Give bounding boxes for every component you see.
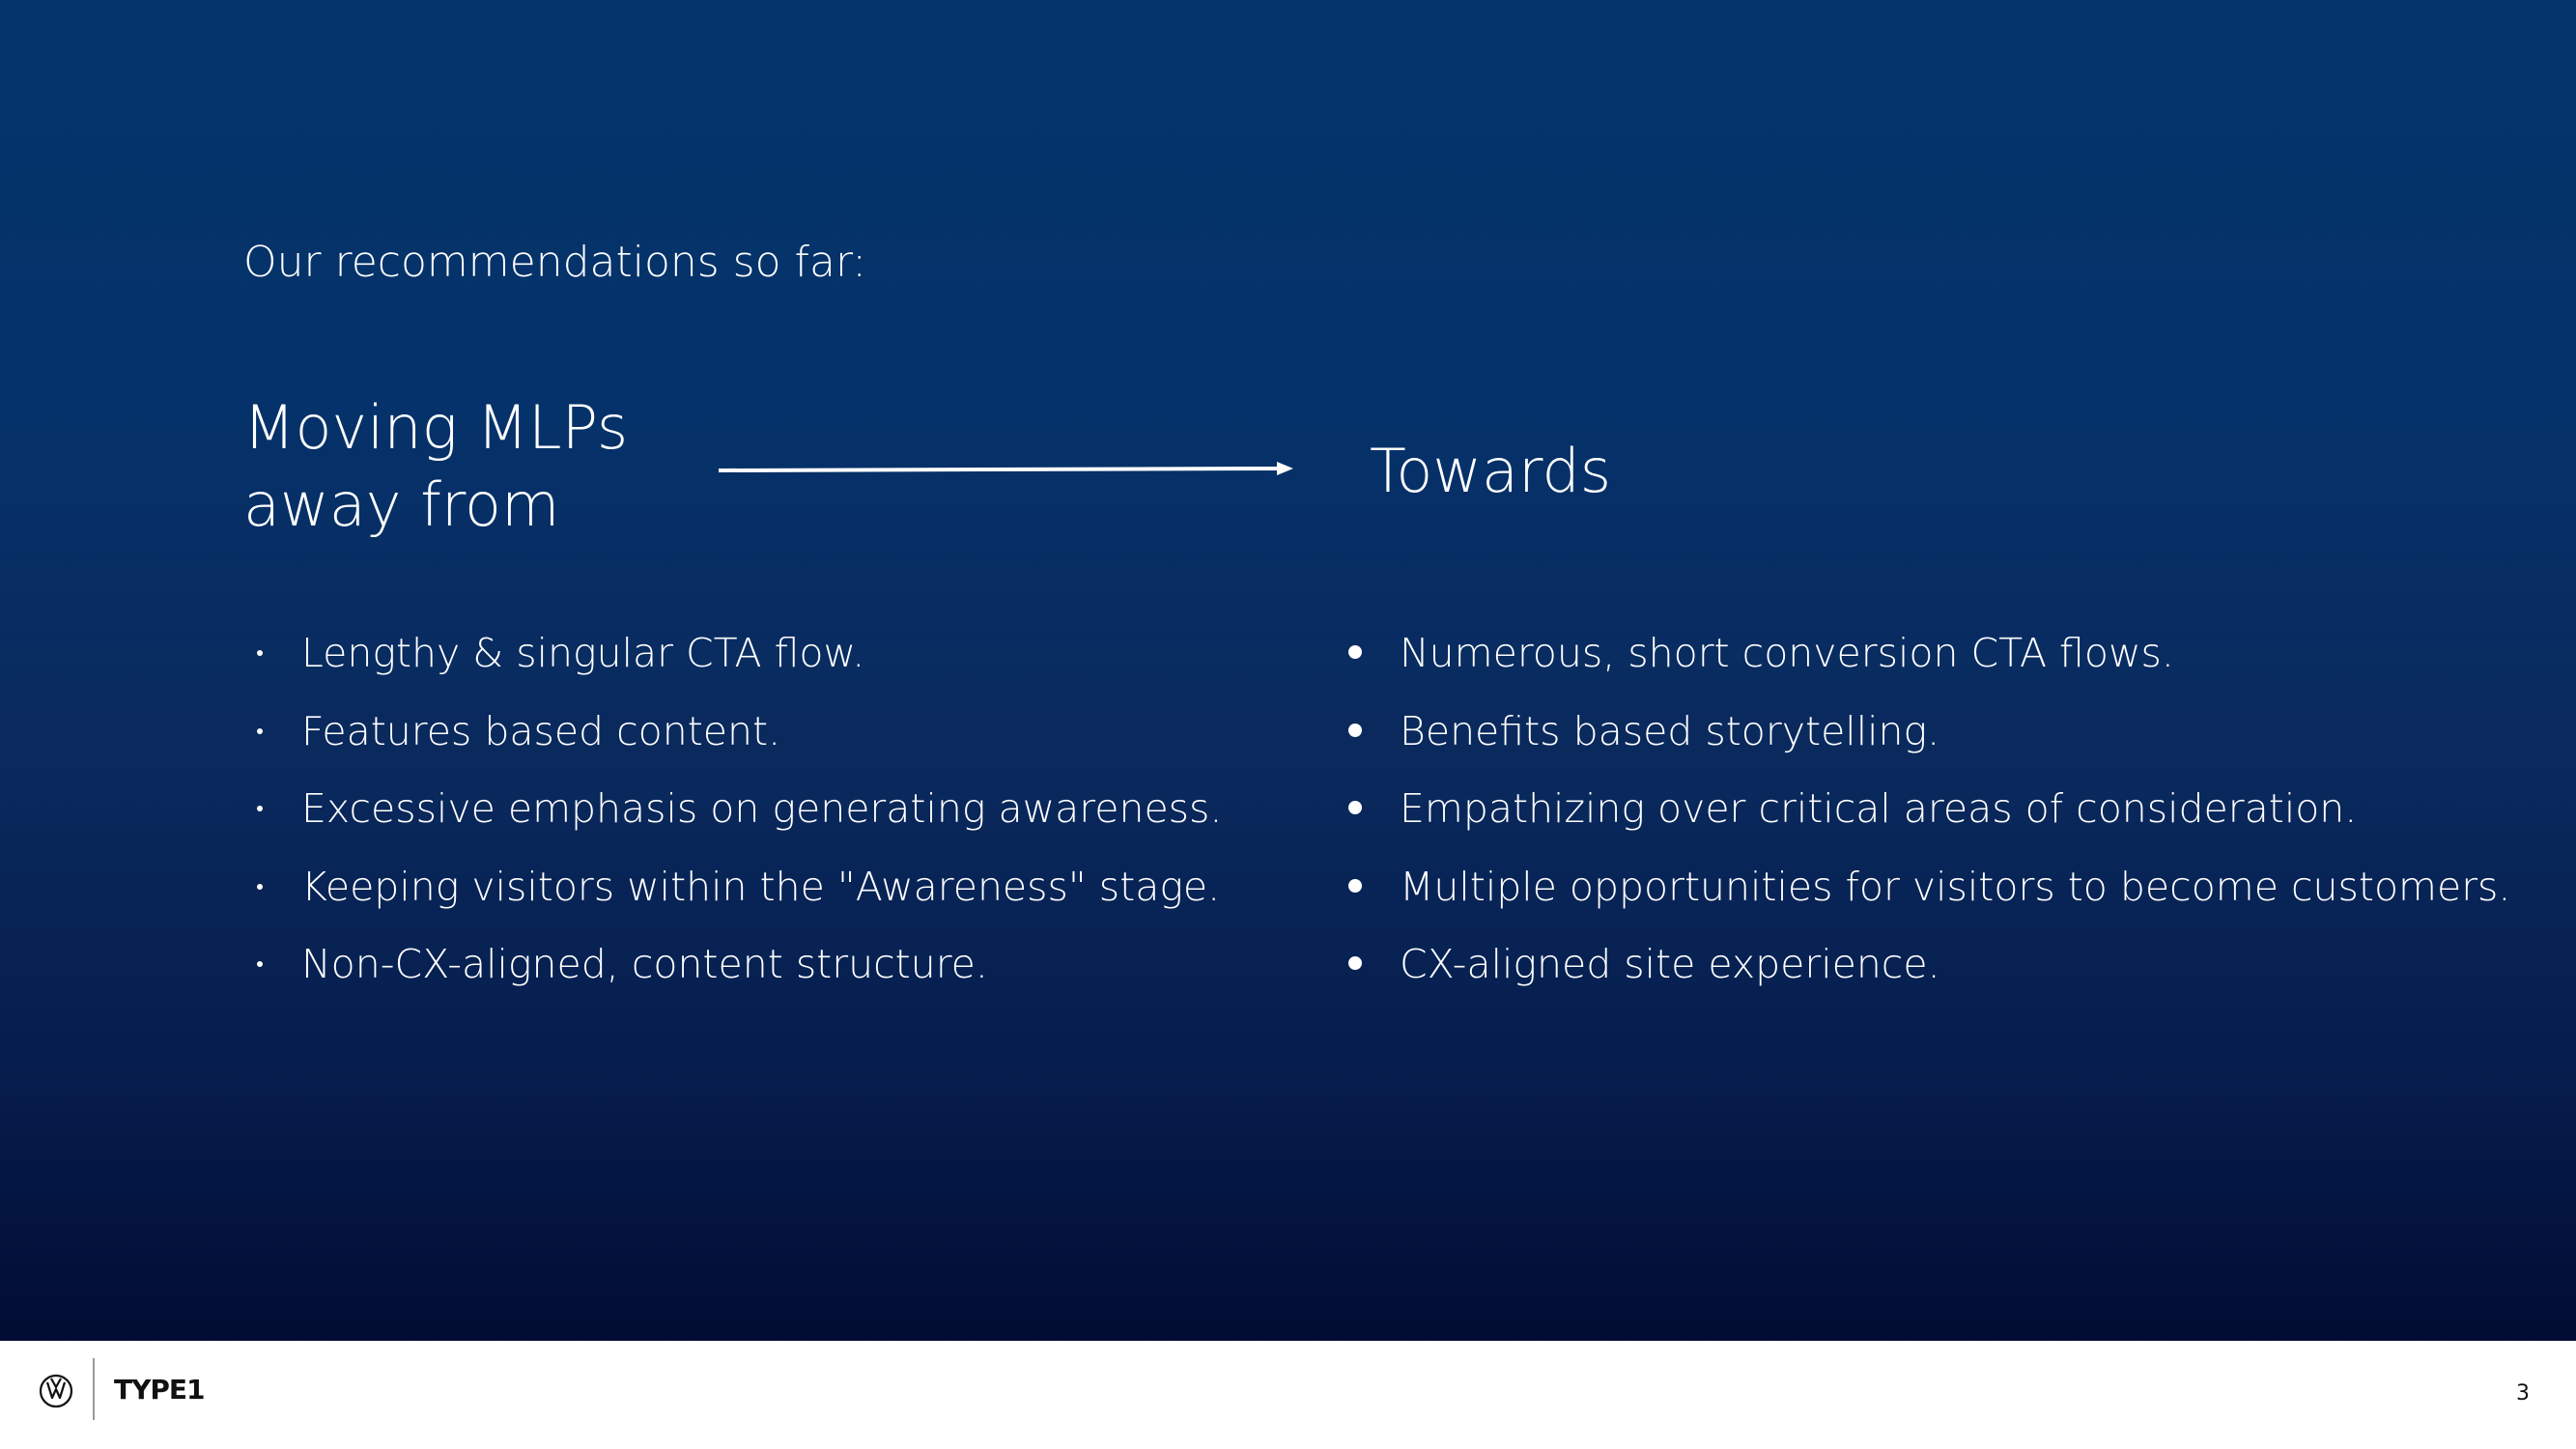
heading-away-from-line2: away from bbox=[243, 469, 560, 540]
list-item-text: Excessive emphasis on generating awareness. bbox=[301, 785, 1223, 832]
intro-text: Our recommendations so far: bbox=[243, 238, 867, 287]
bullet-icon bbox=[1348, 956, 1362, 970]
footer-brand-logo: TYPE1 bbox=[114, 1374, 205, 1406]
bullet-icon bbox=[257, 650, 263, 656]
list-item bbox=[243, 629, 1222, 707]
list-item-text: Multiple opportunities for visitors to become customers. bbox=[1400, 863, 2511, 910]
vw-logo-icon bbox=[39, 1374, 73, 1408]
bullet-icon bbox=[257, 728, 263, 734]
bullet-icon bbox=[1348, 724, 1362, 737]
bullet-icon bbox=[1348, 645, 1362, 659]
towards-list bbox=[1342, 629, 2510, 1018]
list-item bbox=[243, 707, 1222, 785]
list-item bbox=[1342, 863, 2510, 941]
heading-towards: Towards bbox=[1370, 436, 1612, 506]
list-item-text: CX-aligned site experience. bbox=[1400, 941, 1940, 987]
list-item-text: Non-CX-aligned, content structure. bbox=[301, 941, 988, 987]
list-item-text: Features based content. bbox=[301, 707, 781, 754]
bullet-icon bbox=[257, 884, 263, 890]
list-item bbox=[243, 784, 1222, 863]
footer-divider bbox=[93, 1358, 95, 1420]
bullet-icon bbox=[1348, 879, 1362, 893]
list-item bbox=[1342, 707, 2510, 785]
arrow-right-icon bbox=[719, 454, 1293, 483]
list-item bbox=[1342, 940, 2510, 1018]
list-item-text: Benefits based storytelling. bbox=[1400, 707, 1940, 754]
away-from-list bbox=[243, 629, 1222, 1018]
list-item bbox=[243, 940, 1222, 1018]
bullet-icon bbox=[1348, 801, 1362, 814]
page-number: 3 bbox=[2516, 1381, 2530, 1406]
bullet-icon bbox=[257, 961, 263, 967]
list-item-text: Keeping visitors within the "Awareness" stage. bbox=[301, 863, 1221, 910]
list-item bbox=[1342, 784, 2510, 863]
list-item-text: Numerous, short conversion CTA flows. bbox=[1400, 630, 2174, 676]
list-item-text: Lengthy & singular CTA flow. bbox=[301, 630, 865, 676]
list-item bbox=[243, 863, 1222, 941]
heading-away-from-line1: Moving MLPs bbox=[243, 392, 629, 463]
list-item-text: Empathizing over critical areas of consideration. bbox=[1400, 785, 2358, 832]
list-item bbox=[1342, 629, 2510, 707]
bullet-icon bbox=[257, 806, 263, 811]
heading-away-from bbox=[243, 389, 784, 544]
